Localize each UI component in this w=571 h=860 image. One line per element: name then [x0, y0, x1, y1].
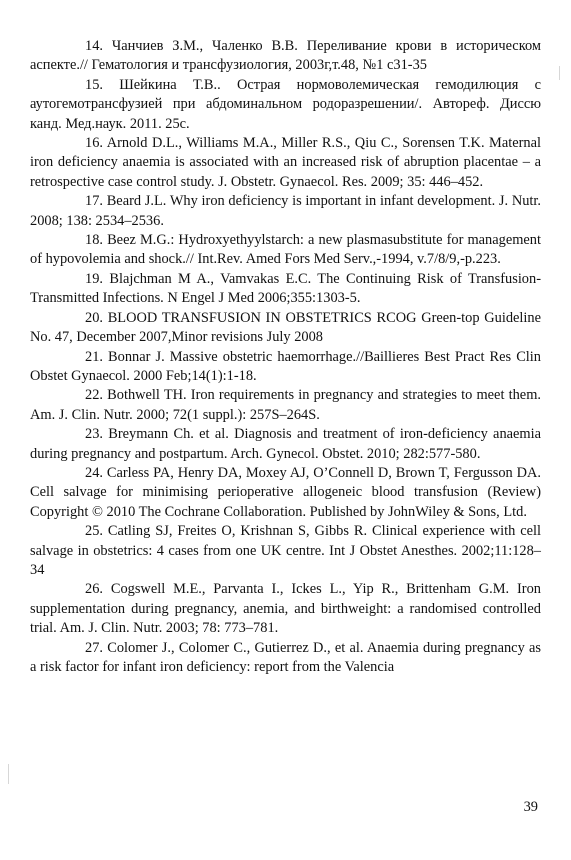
- reference-18: 18. Beez M.G.: Hydroxyethyylstarch: a new plasmasubstitute for management of hypovolemia and shock.// Int.Rev. Amed Fors Med Serv.,-1994, v.7/8/9,-p.223.: [30, 232, 541, 268]
- reference-15: 15. Шейкина Т.В.. Острая нормоволемическая гемодилюция с аутогемотрансфузией при абдоминальном родоразрешении/. Автореф. Диссю канд. Мед.наук. 2011. 25с.: [30, 76, 541, 132]
- reference-24: 24. Carless PA, Henry DA, Moxey AJ, O’Connell D, Brown T, Fergusson DA. Cell salvage for minimising perioperative allogeneic blood transfusion (Review) Copyright © 2010 The Cochrane Collaboration. Published by JohnWiley & Sons, Ltd.: [30, 464, 541, 520]
- reference-list: [30, 37, 541, 677]
- reference-19: 19. Blajchman M A., Vamvakas E.C. The Continuing Risk of Transfusion-Transmitted Infections. N Engel J Med 2006;355:1303-5.: [30, 270, 541, 307]
- reference-17: 17. Beard J.L. Why iron deficiency is important in infant development. J. Nutr. 2008; 138: 2534–2536.: [30, 193, 541, 229]
- reference-26: 26. Cogswell M.E., Parvanta I., Ickes L., Yip R., Brittenham G.M. Iron supplementation during pregnancy, anemia, and birthweight: a randomised controlled trial. Am. J. Clin. Nutr. 2003; 78: 773–781.: [30, 581, 541, 637]
- reference-14: 14. Чанчиев З.М., Чаленко В.В. Переливание крови в историческом аспекте.// Гематология и трансфузиология, 2003г,т.48, №1 с31-35: [30, 38, 541, 74]
- reference-25: 25. Catling SJ, Freites O, Krishnan S, Gibbs R. Clinical experience with cell salvage in obstetrics: 4 cases from one UK centre. Int J Obstet Anesthes. 2002;11:128–34: [30, 523, 541, 578]
- reference-20: 20. BLOOD TRANSFUSION IN OBSTETRICS RCOG Green-top Guideline No. 47, December 2007,Minor revisions July 2008: [30, 309, 541, 346]
- page-number: 39: [523, 799, 538, 815]
- reference-22: 22. Bothwell TH. Iron requirements in pregnancy and strategies to meet them. Am. J. Clin. Nutr. 2000; 72(1 suppl.): 257S–264S.: [30, 387, 541, 423]
- reference-27: 27. Colomer J., Colomer C., Gutierrez D., et al. Anaemia during pregnancy as a risk factor for infant iron deficiency: report from the Valencia: [30, 639, 541, 675]
- reference-16: 16. Arnold D.L., Williams M.A., Miller R.S., Qiu C., Sorensen T.K. Maternal iron deficiency anaemia is associated with an increased risk of abruption placentae – a retrospective case control study. J. Obstetr. Gynaecol. Res. 2009; 35: 446–452.: [30, 135, 541, 190]
- reference-23: 23. Breymann Ch. et al. Diagnosis and treatment of iron-deficiency anaemia during pregnancy and postpartum. Arch. Gynecol. Obstet. 2010; 282:577-580.: [30, 426, 541, 462]
- scan-edge-mark-right: [559, 66, 560, 80]
- scan-edge-mark-left: [8, 764, 9, 784]
- reference-21: 21. Bonnar J. Massive obstetric haemorrhage.//Baillieres Best Pract Res Clin Obstet Gynaecol. 2000 Feb;14(1):1-18.: [30, 348, 541, 384]
